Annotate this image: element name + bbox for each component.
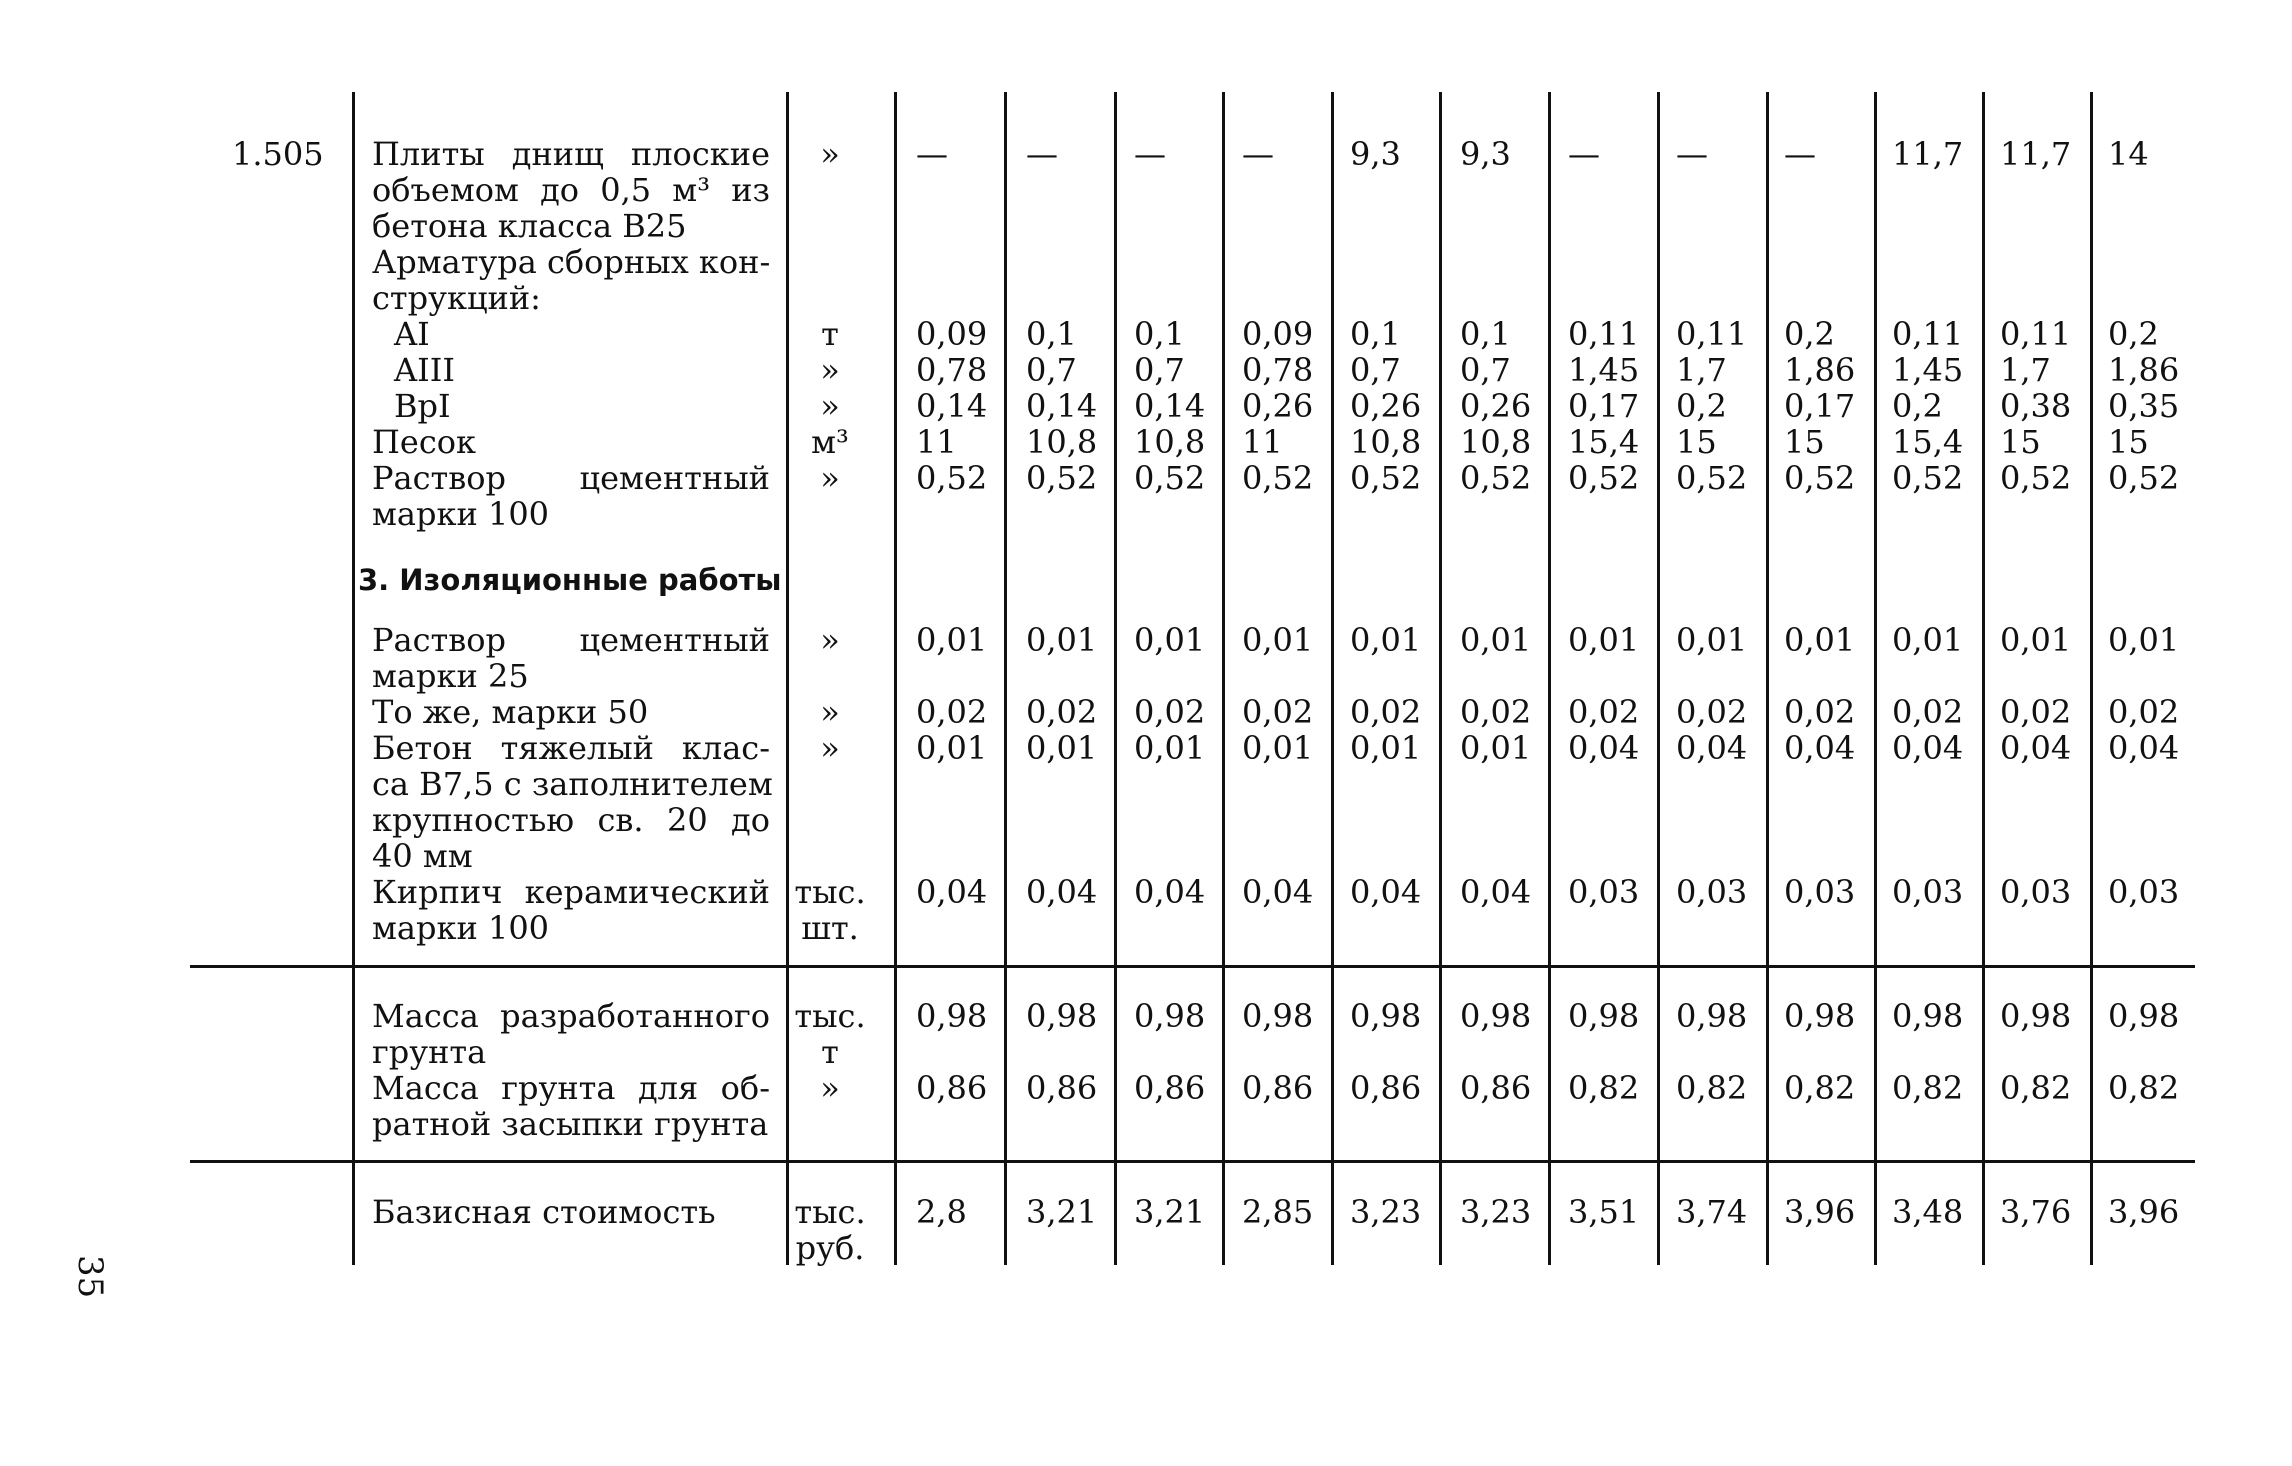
description-line: крупностью св. 20 до [372,801,770,839]
description-line: са B7,5 с заполнителем [372,765,773,803]
table-cell: 3,21 [1026,1193,1098,1231]
table-cell: 0,01 [1242,621,1314,659]
table-cell: 0,03 [2108,873,2180,911]
description-line: Кирпич керамический [372,873,770,911]
description-line: бетона класса B25 [372,207,687,245]
column-rule [1004,92,1007,1265]
description-line: ратной засыпки грунта [372,1105,769,1143]
table-cell: 0,01 [1460,729,1532,767]
table-cell: 0,04 [1134,873,1206,911]
table-cell: 0,02 [916,693,988,731]
row-description [372,424,770,460]
row-description [372,316,792,352]
description-line: AI [394,315,430,353]
table-cell: 3,23 [1350,1193,1422,1231]
table-cell: 0,2 [1892,387,1943,425]
row-unit: » [820,729,840,767]
table-cell: 9,3 [1350,135,1401,173]
description-line: струкций: [372,279,541,317]
table-cell: 0,98 [1676,997,1748,1035]
table-cell: 0,03 [1568,873,1640,911]
table-cell: 0,03 [1784,873,1856,911]
unit-line: руб. [795,1229,865,1267]
table-cell: 15 [1784,423,1825,461]
description-line: Базисная стоимость [372,1193,716,1231]
description-line: Раствор цементный [372,621,770,659]
table-cell: 15,4 [1568,423,1640,461]
table-cell: 0,98 [2108,997,2180,1035]
table-cell: 0,2 [1784,315,1835,353]
row-unit: » [820,351,840,389]
column-rule [1766,92,1769,1265]
table-cell: 0,98 [1026,997,1098,1035]
table-cell: 0,1 [1460,315,1511,353]
table-cell: 15 [1676,423,1717,461]
table-cell: — [1784,135,1816,173]
table-cell: 10,8 [1134,423,1206,461]
description-line: Арматура сборных кон- [372,243,771,281]
table-cell: 0,35 [2108,387,2180,425]
table-cell: 0,01 [1242,729,1314,767]
table-cell: 0,98 [1134,997,1206,1035]
table-cell: 0,7 [1350,351,1401,389]
table-cell: 0,82 [1784,1069,1856,1107]
table-cell: 0,01 [1892,621,1964,659]
table-cell: 0,1 [1350,315,1401,353]
table-cell: 0,02 [1134,693,1206,731]
table-cell: 0,98 [1892,997,1964,1035]
section-heading: 3. Изоляционные работы [358,563,782,597]
table-cell: 3,21 [1134,1193,1206,1231]
row-description [372,998,770,1070]
table-cell: 0,04 [1676,729,1748,767]
table-cell: 0,98 [1242,997,1314,1035]
table-cell: 0,52 [2000,459,2072,497]
table-cell: 0,01 [1026,621,1098,659]
table-cell: 0,02 [1026,693,1098,731]
table-cell: 3,23 [1460,1193,1532,1231]
table-cell: 0,1 [1134,315,1185,353]
table-cell: 0,02 [1892,693,1964,731]
table-cell: 3,76 [2000,1193,2072,1231]
table-cell: 0,82 [2108,1069,2180,1107]
table-cell: 0,26 [1242,387,1314,425]
row-description [372,388,792,424]
table-cell: 0,98 [2000,997,2072,1035]
table-cell: 15 [2000,423,2041,461]
table-cell: 11,7 [2000,135,2072,173]
table-cell: — [1134,135,1166,173]
table-cell: 0,52 [1568,459,1640,497]
table-cell: 0,01 [1460,621,1532,659]
table-cell: 3,51 [1568,1193,1640,1231]
table-cell: 0,1 [1026,315,1077,353]
table-separator [190,965,2195,968]
table-cell: 0,01 [916,621,988,659]
table-cell: 0,52 [1892,459,1964,497]
table-cell: 0,14 [1026,387,1098,425]
table-cell: 2,85 [1242,1193,1314,1231]
row-unit: т [821,315,839,353]
table-cell: 0,98 [1784,997,1856,1035]
column-rule [1548,92,1551,1265]
table-cell: 0,7 [1026,351,1077,389]
table-cell: 0,04 [1460,873,1532,911]
table-cell: 15,4 [1892,423,1964,461]
table-cell: 0,09 [1242,315,1314,353]
table-cell: 0,02 [1676,693,1748,731]
table-cell: 0,14 [1134,387,1206,425]
table-cell: 0,04 [2000,729,2072,767]
table-cell: 0,52 [1350,459,1422,497]
description-line: Песок [372,423,477,461]
row-description [372,1070,770,1142]
table-cell: — [1242,135,1274,173]
table-cell: 0,01 [1350,729,1422,767]
table-cell: 0,98 [1350,997,1422,1035]
unit-line: тыс. [794,873,866,911]
row-unit: » [820,1069,840,1107]
table-cell: 11 [1242,423,1283,461]
table-cell: 0,02 [2000,693,2072,731]
row-description [372,874,770,946]
table-cell: 0,02 [1460,693,1532,731]
table-cell: 1,7 [2000,351,2051,389]
unit-line: шт. [801,909,859,947]
column-rule [1657,92,1660,1265]
column-rule [1222,92,1225,1265]
table-cell: 1,7 [1676,351,1727,389]
row-description [372,460,770,532]
table-cell: 0,86 [1134,1069,1206,1107]
table-cell: 0,04 [1350,873,1422,911]
description-line: Бетон тяжелый клас- [372,729,770,767]
table-cell: 14 [2108,135,2149,173]
row-description [372,729,773,875]
unit-line: тыс. [794,1193,866,1231]
table-cell: 0,04 [1568,729,1640,767]
row-description [372,244,770,316]
row-unit: » [820,135,840,173]
description-line: марки 100 [372,909,550,947]
table-cell: 0,02 [1350,693,1422,731]
column-rule [1439,92,1442,1265]
column-rule [1982,92,1985,1265]
row-unit [790,874,870,946]
table-cell: 0,38 [2000,387,2072,425]
table-cell: 10,8 [1350,423,1422,461]
table-cell: 0,86 [1350,1069,1422,1107]
row-unit [790,998,870,1070]
unit-line: т [821,1033,839,1071]
table-cell: 0,52 [1242,459,1314,497]
table-cell: 0,82 [1568,1069,1640,1107]
table-cell: 0,52 [1784,459,1856,497]
description-line: объемом до 0,5 м³ из [372,171,770,209]
table-separator [190,1160,2195,1163]
table-cell: 0,04 [1242,873,1314,911]
table-cell: 0,82 [1676,1069,1748,1107]
table-cell: 0,04 [2108,729,2180,767]
item-code: 1.505 [232,135,324,173]
table-cell: 0,02 [1568,693,1640,731]
table-cell: — [1568,135,1600,173]
table-cell: 0,11 [1676,315,1748,353]
table-cell: 0,86 [916,1069,988,1107]
table-cell: 0,03 [1892,873,1964,911]
description-line: AIII [394,351,456,389]
table-cell: 0,26 [1460,387,1532,425]
column-rule [1874,92,1877,1265]
table-cell: 0,78 [916,351,988,389]
table-cell: 0,52 [916,459,988,497]
table-cell: 11 [916,423,957,461]
description-line: грунта [372,1033,487,1071]
table-cell: 0,2 [1676,387,1727,425]
row-description [372,694,770,730]
description-line: марки 25 [372,657,529,695]
table-cell: — [916,135,948,173]
description-line: BpI [394,387,451,425]
table-cell: 0,02 [2108,693,2180,731]
table-cell: 0,2 [2108,315,2159,353]
table-cell: 0,03 [2000,873,2072,911]
table-cell: 0,01 [2000,621,2072,659]
table-cell: 0,01 [1026,729,1098,767]
table-cell: 0,11 [1568,315,1640,353]
table-cell: 1,45 [1568,351,1640,389]
table-cell: 11,7 [1892,135,1964,173]
table-cell: 0,86 [1242,1069,1314,1107]
description-line: 40 мм [372,837,473,875]
table-cell: 0,98 [916,997,988,1035]
table-cell: 0,14 [916,387,988,425]
table-cell: 3,74 [1676,1193,1748,1231]
table-cell: 0,02 [1242,693,1314,731]
table-cell: 15 [2108,423,2149,461]
table-cell: 0,01 [1568,621,1640,659]
table-cell: 1,86 [1784,351,1856,389]
row-unit: » [820,693,840,731]
table-cell: 0,52 [1460,459,1532,497]
description-line: марки 100 [372,495,550,533]
column-rule [1114,92,1117,1265]
table-cell: 3,96 [2108,1193,2180,1231]
table-cell: 0,01 [1676,621,1748,659]
table-cell: 0,98 [1568,997,1640,1035]
column-rule [2090,92,2093,1265]
table-cell: 0,01 [1134,729,1206,767]
table-cell: 0,82 [1892,1069,1964,1107]
table-cell: 0,09 [916,315,988,353]
table-cell: 10,8 [1026,423,1098,461]
table-cell: 0,82 [2000,1069,2072,1107]
table-cell: 10,8 [1460,423,1532,461]
table-cell: 3,48 [1892,1193,1964,1231]
description-line: Раствор цементный [372,459,770,497]
table-cell: 0,52 [1676,459,1748,497]
table-cell: 0,03 [1676,873,1748,911]
row-unit: » [820,621,840,659]
column-rule [1331,92,1334,1265]
table-cell: 0,7 [1460,351,1511,389]
table-cell: 0,17 [1784,387,1856,425]
table-cell: 0,98 [1460,997,1532,1035]
table-cell: 0,04 [1892,729,1964,767]
table-cell: 0,86 [1026,1069,1098,1107]
description-line: То же, марки 50 [372,693,649,731]
description-line: Масса разработанного [372,997,770,1035]
description-line: Плиты днищ плоские [372,135,770,173]
table-cell: 0,78 [1242,351,1314,389]
table-cell: 0,26 [1350,387,1422,425]
table-cell: 0,17 [1568,387,1640,425]
table-cell: 0,04 [1784,729,1856,767]
row-unit: » [820,459,840,497]
table-cell: — [1676,135,1708,173]
table-cell: 0,01 [916,729,988,767]
table-cell: 1,45 [1892,351,1964,389]
row-description [372,136,770,244]
table-cell: 0,02 [1784,693,1856,731]
table-cell: 0,01 [2108,621,2180,659]
table-cell: 0,52 [1134,459,1206,497]
row-description [372,352,792,388]
unit-line: тыс. [794,997,866,1035]
table-cell: 2,8 [916,1193,967,1231]
description-line: Масса грунта для об- [372,1069,770,1107]
table-cell: 0,11 [1892,315,1964,353]
table-cell: 0,01 [1134,621,1206,659]
table-cell: 0,04 [1026,873,1098,911]
column-rule [786,92,789,1265]
row-unit [790,1194,870,1266]
table-cell: 9,3 [1460,135,1511,173]
table-cell: 0,7 [1134,351,1185,389]
table-cell: 0,52 [1026,459,1098,497]
table-cell: 0,04 [916,873,988,911]
row-unit: м³ [811,423,849,461]
table-cell: 0,01 [1350,621,1422,659]
row-description [372,1194,770,1230]
table-cell: 0,11 [2000,315,2072,353]
table-cell: 3,96 [1784,1193,1856,1231]
row-description [372,622,770,694]
column-rule [894,92,897,1265]
column-rule [352,92,355,1265]
table-cell: 1,86 [2108,351,2180,389]
row-unit: » [820,387,840,425]
table-cell: — [1026,135,1058,173]
page-number: 35 [70,1255,110,1299]
table-cell: 0,01 [1784,621,1856,659]
table-cell: 0,86 [1460,1069,1532,1107]
table-cell: 0,52 [2108,459,2180,497]
